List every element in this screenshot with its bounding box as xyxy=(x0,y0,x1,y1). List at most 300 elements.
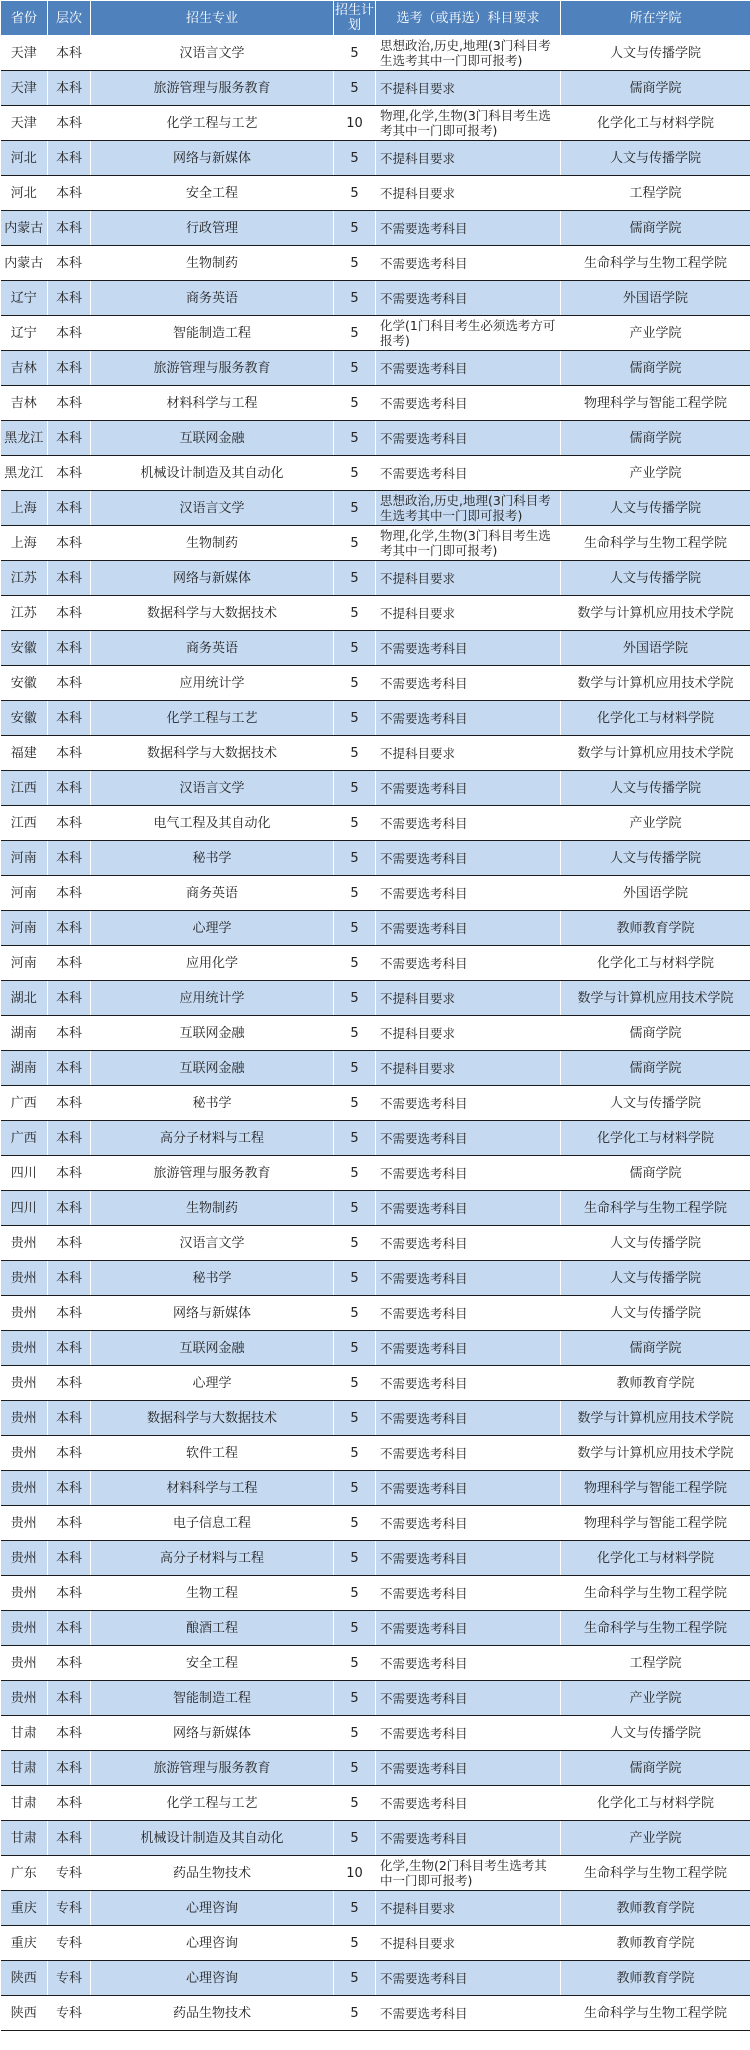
cell-province: 吉林 xyxy=(1,351,48,386)
cell-major: 化学工程与工艺 xyxy=(91,106,334,141)
cell-province: 安徽 xyxy=(1,666,48,701)
cell-province: 四川 xyxy=(1,1191,48,1226)
cell-province: 贵州 xyxy=(1,1366,48,1401)
table-row xyxy=(1,1016,750,1051)
cell-province: 甘肃 xyxy=(1,1821,48,1856)
cell-requirement: 化学(1门科目考生必须选考方可报考) xyxy=(376,316,561,351)
table-row xyxy=(1,281,750,316)
cell-requirement: 不需要选考科目 xyxy=(376,911,561,946)
table-row xyxy=(1,246,750,281)
cell-major: 高分子材料与工程 xyxy=(91,1541,334,1576)
cell-major: 旅游管理与服务教育 xyxy=(91,1156,334,1191)
cell-major: 互联网金融 xyxy=(91,421,334,456)
cell-requirement: 不需要选考科目 xyxy=(376,1401,561,1436)
cell-province: 贵州 xyxy=(1,1681,48,1716)
cell-level: 本科 xyxy=(48,1541,91,1576)
cell-plan: 5 xyxy=(334,1996,376,2031)
header-row xyxy=(1,1,750,36)
cell-college: 物理科学与智能工程学院 xyxy=(561,1471,750,1506)
table-row xyxy=(1,841,750,876)
cell-province: 甘肃 xyxy=(1,1716,48,1751)
table-row xyxy=(1,1786,750,1821)
cell-requirement: 不需要选考科目 xyxy=(376,1086,561,1121)
cell-province: 贵州 xyxy=(1,1646,48,1681)
cell-plan: 5 xyxy=(334,246,376,281)
cell-plan: 5 xyxy=(334,1471,376,1506)
table-row xyxy=(1,1156,750,1191)
cell-plan: 5 xyxy=(334,1576,376,1611)
cell-level: 本科 xyxy=(48,106,91,141)
cell-province: 贵州 xyxy=(1,1261,48,1296)
table-row xyxy=(1,1331,750,1366)
table-row xyxy=(1,526,750,561)
cell-plan: 5 xyxy=(334,1646,376,1681)
cell-province: 贵州 xyxy=(1,1226,48,1261)
cell-requirement: 不需要选考科目 xyxy=(376,1471,561,1506)
cell-level: 本科 xyxy=(48,736,91,771)
cell-college: 产业学院 xyxy=(561,316,750,351)
table-row xyxy=(1,701,750,736)
cell-plan: 5 xyxy=(334,631,376,666)
table-row xyxy=(1,1226,750,1261)
cell-province: 湖南 xyxy=(1,1051,48,1086)
cell-requirement: 不需要选考科目 xyxy=(376,1331,561,1366)
cell-major: 数据科学与大数据技术 xyxy=(91,736,334,771)
cell-plan: 5 xyxy=(334,1366,376,1401)
cell-major: 网络与新媒体 xyxy=(91,1296,334,1331)
cell-major: 安全工程 xyxy=(91,176,334,211)
cell-major: 生物制药 xyxy=(91,246,334,281)
header-major: 招生专业 xyxy=(91,1,334,36)
cell-major: 汉语言文学 xyxy=(91,771,334,806)
cell-province: 福建 xyxy=(1,736,48,771)
cell-level: 本科 xyxy=(48,456,91,491)
cell-college: 数学与计算机应用技术学院 xyxy=(561,596,750,631)
cell-requirement: 不需要选考科目 xyxy=(376,631,561,666)
cell-province: 四川 xyxy=(1,1156,48,1191)
header-province: 省份 xyxy=(1,1,48,36)
cell-college: 数学与计算机应用技术学院 xyxy=(561,1401,750,1436)
cell-level: 本科 xyxy=(48,631,91,666)
cell-major: 商务英语 xyxy=(91,876,334,911)
cell-major: 汉语言文学 xyxy=(91,1226,334,1261)
cell-major: 网络与新媒体 xyxy=(91,141,334,176)
cell-college: 产业学院 xyxy=(561,806,750,841)
cell-major: 生物工程 xyxy=(91,1576,334,1611)
cell-major: 网络与新媒体 xyxy=(91,561,334,596)
cell-plan: 10 xyxy=(334,1856,376,1891)
cell-college: 儒商学院 xyxy=(561,421,750,456)
cell-college: 化学化工与材料学院 xyxy=(561,1121,750,1156)
cell-level: 本科 xyxy=(48,176,91,211)
cell-level: 本科 xyxy=(48,1716,91,1751)
cell-province: 辽宁 xyxy=(1,316,48,351)
cell-college: 生命科学与生物工程学院 xyxy=(561,1191,750,1226)
cell-major: 应用化学 xyxy=(91,946,334,981)
header-college: 所在学院 xyxy=(561,1,750,36)
cell-major: 机械设计制造及其自动化 xyxy=(91,1821,334,1856)
table-row xyxy=(1,946,750,981)
cell-plan: 5 xyxy=(334,1681,376,1716)
cell-college: 儒商学院 xyxy=(561,1051,750,1086)
table-row xyxy=(1,1261,750,1296)
cell-requirement: 不需要选考科目 xyxy=(376,456,561,491)
cell-major: 秘书学 xyxy=(91,1086,334,1121)
cell-province: 广西 xyxy=(1,1121,48,1156)
cell-level: 本科 xyxy=(48,71,91,106)
cell-college: 人文与传播学院 xyxy=(561,141,750,176)
cell-level: 本科 xyxy=(48,211,91,246)
cell-province: 重庆 xyxy=(1,1891,48,1926)
cell-level: 本科 xyxy=(48,1436,91,1471)
cell-level: 本科 xyxy=(48,911,91,946)
cell-college: 生命科学与生物工程学院 xyxy=(561,246,750,281)
cell-major: 数据科学与大数据技术 xyxy=(91,596,334,631)
table-row xyxy=(1,666,750,701)
cell-major: 秘书学 xyxy=(91,841,334,876)
cell-college: 产业学院 xyxy=(561,1681,750,1716)
cell-province: 江苏 xyxy=(1,561,48,596)
cell-plan: 5 xyxy=(334,1226,376,1261)
table-row xyxy=(1,1471,750,1506)
cell-level: 本科 xyxy=(48,351,91,386)
cell-college: 人文与传播学院 xyxy=(561,1716,750,1751)
cell-college: 生命科学与生物工程学院 xyxy=(561,1576,750,1611)
table-row xyxy=(1,1891,750,1926)
cell-province: 河南 xyxy=(1,841,48,876)
cell-major: 互联网金融 xyxy=(91,1016,334,1051)
cell-requirement: 不需要选考科目 xyxy=(376,946,561,981)
cell-plan: 5 xyxy=(334,386,376,421)
cell-plan: 5 xyxy=(334,526,376,561)
cell-requirement: 不需要选考科目 xyxy=(376,1996,561,2031)
cell-plan: 5 xyxy=(334,1541,376,1576)
table-row xyxy=(1,456,750,491)
table-row xyxy=(1,351,750,386)
cell-requirement: 思想政治,历史,地理(3门科目考生选考其中一门即可报考) xyxy=(376,36,561,71)
cell-province: 贵州 xyxy=(1,1576,48,1611)
table-row xyxy=(1,1576,750,1611)
cell-college: 外国语学院 xyxy=(561,876,750,911)
cell-plan: 5 xyxy=(334,1296,376,1331)
cell-requirement: 思想政治,历史,地理(3门科目考生选考其中一门即可报考) xyxy=(376,491,561,526)
cell-level: 专科 xyxy=(48,1996,91,2031)
cell-requirement: 不需要选考科目 xyxy=(376,1191,561,1226)
cell-level: 本科 xyxy=(48,806,91,841)
cell-requirement: 不需要选考科目 xyxy=(376,1716,561,1751)
cell-requirement: 不需要选考科目 xyxy=(376,1156,561,1191)
cell-college: 外国语学院 xyxy=(561,631,750,666)
cell-province: 河南 xyxy=(1,911,48,946)
cell-level: 本科 xyxy=(48,701,91,736)
cell-requirement: 不需要选考科目 xyxy=(376,281,561,316)
cell-requirement: 不需要选考科目 xyxy=(376,1611,561,1646)
cell-plan: 5 xyxy=(334,351,376,386)
cell-plan: 5 xyxy=(334,736,376,771)
cell-college: 人文与传播学院 xyxy=(561,1086,750,1121)
cell-major: 安全工程 xyxy=(91,1646,334,1681)
cell-major: 秘书学 xyxy=(91,1261,334,1296)
cell-major: 心理学 xyxy=(91,1366,334,1401)
cell-major: 旅游管理与服务教育 xyxy=(91,1751,334,1786)
cell-plan: 5 xyxy=(334,36,376,71)
table-row xyxy=(1,911,750,946)
cell-plan: 5 xyxy=(334,491,376,526)
cell-province: 江苏 xyxy=(1,596,48,631)
cell-plan: 5 xyxy=(334,946,376,981)
table-row xyxy=(1,1191,750,1226)
cell-province: 黑龙江 xyxy=(1,421,48,456)
cell-province: 贵州 xyxy=(1,1331,48,1366)
cell-college: 产业学院 xyxy=(561,456,750,491)
cell-plan: 5 xyxy=(334,1926,376,1961)
cell-college: 教师教育学院 xyxy=(561,1891,750,1926)
cell-province: 内蒙古 xyxy=(1,211,48,246)
cell-level: 本科 xyxy=(48,946,91,981)
cell-major: 材料科学与工程 xyxy=(91,386,334,421)
cell-plan: 5 xyxy=(334,876,376,911)
cell-plan: 5 xyxy=(334,771,376,806)
cell-requirement: 不需要选考科目 xyxy=(376,1961,561,1996)
cell-plan: 5 xyxy=(334,1611,376,1646)
cell-major: 行政管理 xyxy=(91,211,334,246)
cell-plan: 5 xyxy=(334,1751,376,1786)
cell-province: 辽宁 xyxy=(1,281,48,316)
table-row xyxy=(1,771,750,806)
cell-level: 本科 xyxy=(48,141,91,176)
cell-province: 河北 xyxy=(1,141,48,176)
table-row xyxy=(1,36,750,71)
cell-major: 心理咨询 xyxy=(91,1961,334,1996)
cell-plan: 5 xyxy=(334,1716,376,1751)
cell-level: 本科 xyxy=(48,1261,91,1296)
cell-province: 河南 xyxy=(1,946,48,981)
table-row xyxy=(1,1436,750,1471)
cell-province: 河南 xyxy=(1,876,48,911)
cell-plan: 5 xyxy=(334,141,376,176)
cell-major: 电子信息工程 xyxy=(91,1506,334,1541)
table-row xyxy=(1,106,750,141)
cell-college: 生命科学与生物工程学院 xyxy=(561,1996,750,2031)
cell-level: 专科 xyxy=(48,1926,91,1961)
cell-college: 生命科学与生物工程学院 xyxy=(561,1611,750,1646)
cell-level: 本科 xyxy=(48,316,91,351)
cell-requirement: 不需要选考科目 xyxy=(376,1226,561,1261)
cell-requirement: 不需要选考科目 xyxy=(376,421,561,456)
cell-province: 贵州 xyxy=(1,1506,48,1541)
cell-level: 本科 xyxy=(48,421,91,456)
table-body xyxy=(1,36,750,2031)
cell-major: 药品生物技术 xyxy=(91,1996,334,2031)
cell-requirement: 不需要选考科目 xyxy=(376,1786,561,1821)
cell-requirement: 不提科目要求 xyxy=(376,1016,561,1051)
cell-requirement: 不需要选考科目 xyxy=(376,701,561,736)
cell-college: 人文与传播学院 xyxy=(561,841,750,876)
cell-requirement: 不需要选考科目 xyxy=(376,841,561,876)
cell-major: 智能制造工程 xyxy=(91,1681,334,1716)
cell-level: 本科 xyxy=(48,491,91,526)
cell-province: 江西 xyxy=(1,771,48,806)
cell-major: 酿酒工程 xyxy=(91,1611,334,1646)
cell-province: 安徽 xyxy=(1,701,48,736)
cell-level: 本科 xyxy=(48,666,91,701)
cell-level: 本科 xyxy=(48,1226,91,1261)
cell-requirement: 不需要选考科目 xyxy=(376,1121,561,1156)
cell-level: 本科 xyxy=(48,1296,91,1331)
cell-requirement: 不提科目要求 xyxy=(376,561,561,596)
cell-level: 本科 xyxy=(48,1051,91,1086)
table-row xyxy=(1,1961,750,1996)
cell-college: 人文与传播学院 xyxy=(561,1261,750,1296)
header-level: 层次 xyxy=(48,1,91,36)
cell-major: 化学工程与工艺 xyxy=(91,701,334,736)
cell-major: 电气工程及其自动化 xyxy=(91,806,334,841)
table-row xyxy=(1,1646,750,1681)
cell-major: 汉语言文学 xyxy=(91,36,334,71)
header-plan: 招生计划 xyxy=(334,1,376,36)
cell-requirement: 不需要选考科目 xyxy=(376,1646,561,1681)
cell-requirement: 不需要选考科目 xyxy=(376,1436,561,1471)
cell-plan: 5 xyxy=(334,1191,376,1226)
cell-major: 药品生物技术 xyxy=(91,1856,334,1891)
cell-plan: 10 xyxy=(334,106,376,141)
cell-plan: 5 xyxy=(334,176,376,211)
cell-plan: 5 xyxy=(334,1331,376,1366)
cell-college: 工程学院 xyxy=(561,176,750,211)
cell-college: 化学化工与材料学院 xyxy=(561,946,750,981)
table-row xyxy=(1,1086,750,1121)
cell-level: 本科 xyxy=(48,1506,91,1541)
cell-plan: 5 xyxy=(334,1086,376,1121)
cell-province: 安徽 xyxy=(1,631,48,666)
cell-level: 专科 xyxy=(48,1961,91,1996)
cell-level: 本科 xyxy=(48,1121,91,1156)
cell-level: 本科 xyxy=(48,1611,91,1646)
cell-college: 教师教育学院 xyxy=(561,1366,750,1401)
cell-major: 机械设计制造及其自动化 xyxy=(91,456,334,491)
cell-college: 教师教育学院 xyxy=(561,1926,750,1961)
cell-requirement: 不提科目要求 xyxy=(376,1051,561,1086)
cell-level: 本科 xyxy=(48,1576,91,1611)
cell-major: 应用统计学 xyxy=(91,666,334,701)
cell-province: 广东 xyxy=(1,1856,48,1891)
cell-province: 贵州 xyxy=(1,1541,48,1576)
cell-plan: 5 xyxy=(334,1051,376,1086)
cell-requirement: 不需要选考科目 xyxy=(376,1541,561,1576)
cell-province: 天津 xyxy=(1,36,48,71)
table-row xyxy=(1,386,750,421)
cell-major: 互联网金融 xyxy=(91,1051,334,1086)
cell-level: 本科 xyxy=(48,36,91,71)
cell-major: 材料科学与工程 xyxy=(91,1471,334,1506)
cell-province: 贵州 xyxy=(1,1401,48,1436)
table-row xyxy=(1,71,750,106)
cell-college: 物理科学与智能工程学院 xyxy=(561,386,750,421)
table-row xyxy=(1,316,750,351)
cell-level: 本科 xyxy=(48,526,91,561)
table-row xyxy=(1,1611,750,1646)
cell-plan: 5 xyxy=(334,1261,376,1296)
cell-college: 工程学院 xyxy=(561,1646,750,1681)
cell-level: 本科 xyxy=(48,1681,91,1716)
cell-plan: 5 xyxy=(334,1891,376,1926)
cell-requirement: 不需要选考科目 xyxy=(376,246,561,281)
cell-college: 儒商学院 xyxy=(561,1156,750,1191)
cell-plan: 5 xyxy=(334,316,376,351)
cell-province: 上海 xyxy=(1,491,48,526)
cell-plan: 5 xyxy=(334,806,376,841)
cell-province: 天津 xyxy=(1,71,48,106)
cell-college: 人文与传播学院 xyxy=(561,1296,750,1331)
cell-province: 湖南 xyxy=(1,1016,48,1051)
cell-province: 陕西 xyxy=(1,1961,48,1996)
cell-level: 本科 xyxy=(48,1751,91,1786)
table-row xyxy=(1,876,750,911)
cell-requirement: 不需要选考科目 xyxy=(376,806,561,841)
cell-level: 本科 xyxy=(48,246,91,281)
cell-level: 本科 xyxy=(48,1366,91,1401)
cell-requirement: 不需要选考科目 xyxy=(376,1821,561,1856)
cell-requirement: 不需要选考科目 xyxy=(376,1751,561,1786)
cell-level: 本科 xyxy=(48,1646,91,1681)
cell-requirement: 不需要选考科目 xyxy=(376,1576,561,1611)
cell-college: 生命科学与生物工程学院 xyxy=(561,526,750,561)
cell-college: 化学化工与材料学院 xyxy=(561,1786,750,1821)
cell-province: 陕西 xyxy=(1,1996,48,2031)
cell-requirement: 不提科目要求 xyxy=(376,1926,561,1961)
cell-plan: 5 xyxy=(334,841,376,876)
cell-province: 天津 xyxy=(1,106,48,141)
table-row xyxy=(1,1681,750,1716)
cell-requirement: 不需要选考科目 xyxy=(376,1506,561,1541)
table-row xyxy=(1,1996,750,2031)
cell-requirement: 不提科目要求 xyxy=(376,981,561,1016)
cell-requirement: 不提科目要求 xyxy=(376,596,561,631)
cell-college: 数学与计算机应用技术学院 xyxy=(561,981,750,1016)
table-row xyxy=(1,1121,750,1156)
cell-college: 儒商学院 xyxy=(561,71,750,106)
table-row xyxy=(1,1506,750,1541)
cell-college: 儒商学院 xyxy=(561,351,750,386)
cell-major: 互联网金融 xyxy=(91,1331,334,1366)
cell-major: 智能制造工程 xyxy=(91,316,334,351)
cell-major: 软件工程 xyxy=(91,1436,334,1471)
cell-province: 甘肃 xyxy=(1,1751,48,1786)
cell-plan: 5 xyxy=(334,211,376,246)
cell-level: 本科 xyxy=(48,1156,91,1191)
cell-level: 本科 xyxy=(48,561,91,596)
cell-plan: 5 xyxy=(334,421,376,456)
cell-major: 应用统计学 xyxy=(91,981,334,1016)
cell-college: 数学与计算机应用技术学院 xyxy=(561,1436,750,1471)
table-row xyxy=(1,736,750,771)
cell-province: 贵州 xyxy=(1,1471,48,1506)
cell-plan: 5 xyxy=(334,1821,376,1856)
cell-plan: 5 xyxy=(334,281,376,316)
cell-province: 黑龙江 xyxy=(1,456,48,491)
cell-major: 商务英语 xyxy=(91,631,334,666)
cell-province: 内蒙古 xyxy=(1,246,48,281)
cell-requirement: 不提科目要求 xyxy=(376,176,561,211)
cell-plan: 5 xyxy=(334,596,376,631)
cell-plan: 5 xyxy=(334,701,376,736)
cell-requirement: 不需要选考科目 xyxy=(376,211,561,246)
cell-major: 汉语言文学 xyxy=(91,491,334,526)
cell-province: 广西 xyxy=(1,1086,48,1121)
cell-level: 本科 xyxy=(48,1471,91,1506)
cell-province: 贵州 xyxy=(1,1611,48,1646)
table-row xyxy=(1,1716,750,1751)
